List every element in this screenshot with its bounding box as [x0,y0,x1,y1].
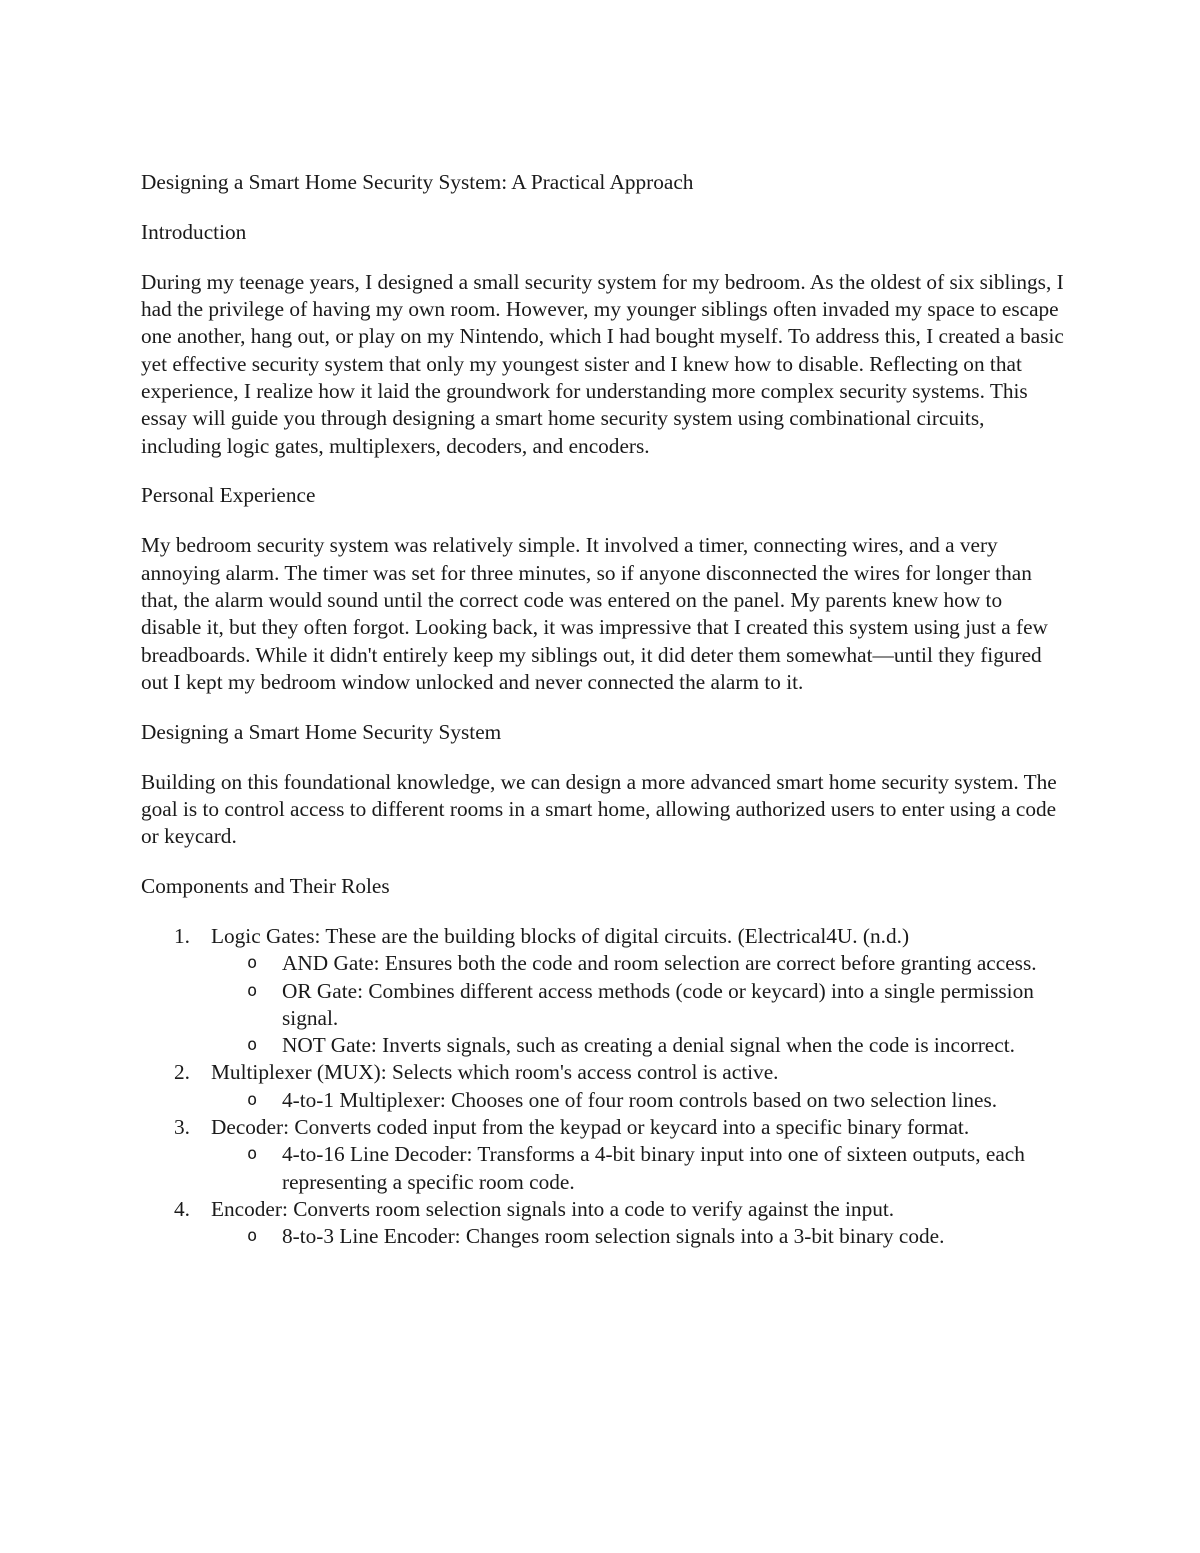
list-item-text: Multiplexer (MUX): Selects which room's access control is active. [211,1060,779,1085]
sub-list-item [211,1141,1066,1196]
hollow-bullet-icon: o [247,1089,258,1110]
list-item [141,1196,1066,1251]
list-item-number: 1. [174,923,190,948]
components-list [141,923,1066,1251]
hollow-bullet-icon: o [247,1226,258,1247]
list-item-text: Decoder: Converts coded input from the keypad or keycard into a specific binary format. [211,1115,970,1140]
sub-list-item [211,1032,1066,1059]
sub-list-item-text: NOT Gate: Inverts signals, such as creating a denial signal when the code is incorrect. [282,1033,1015,1058]
sub-list-item-text: OR Gate: Combines different access methods (code or keycard) into a single permission signal. [282,978,1034,1030]
personal-experience-paragraph: My bedroom security system was relatively simple. It involved a timer, connecting wires, and a very annoying alarm. The timer was set for three minutes, so if anyone disconnected the wires for longer than that, the alarm would sound until the correct code was entered on the panel. My parents knew how to disable it, but they often forgot. Looking back, it was impressive that I created this system using just a few breadboards. While it didn't entirely keep my siblings out, it did deter them somewhat—until they figured out I kept my bedroom window unlocked and never connected the alarm to it. [141,533,1048,694]
sub-list [211,1223,1066,1250]
hollow-bullet-icon: o [247,980,258,1001]
sub-list-item [211,1223,1066,1250]
section-heading-personal-experience: Personal Experience [141,483,316,508]
list-item-number: 2. [174,1060,190,1085]
document-body [141,169,1066,1251]
sub-list-item-text: 8-to-3 Line Encoder: Changes room selection signals into a 3-bit binary code. [282,1224,945,1249]
section-heading-introduction: Introduction [141,219,247,244]
sub-list-item-text: 4-to-1 Multiplexer: Chooses one of four room controls based on two selection lines. [282,1087,998,1112]
sub-list [211,1087,1066,1114]
introduction-paragraph: During my teenage years, I designed a small security system for my bedroom. As the oldest of six siblings, I had the privilege of having my own room. However, my younger siblings often invaded my space to escape one another, hang out, or play on my Nintendo, which I had bought myself. To address this, I created a basic yet effective security system that only my youngest sister and I knew how to disable. Reflecting on that experience, I realize how it laid the groundwork for understanding more complex security systems. This essay will guide you through designing a smart home security system using combinational circuits, including logic gates, multiplexers, decoders, and encoders. [141,269,1064,458]
document-title: Designing a Smart Home Security System: A Practical Approach [141,170,694,194]
list-item-text: Logic Gates: These are the building blocks of digital circuits. (Electrical4U. (n.d.) [211,923,910,948]
list-item-number: 3. [174,1115,190,1140]
sub-list [211,950,1066,1059]
hollow-bullet-icon: o [247,1144,258,1165]
list-item-text: Encoder: Converts room selection signals into a code to verify against the input. [211,1196,895,1221]
section-heading-components: Components and Their Roles [141,874,390,899]
list-item-number: 4. [174,1196,190,1221]
sub-list-item [211,1087,1066,1114]
hollow-bullet-icon: o [247,953,258,974]
sub-list-item-text: AND Gate: Ensures both the code and room selection are correct before granting access. [282,951,1037,976]
section-heading-designing: Designing a Smart Home Security System [141,719,502,744]
list-item [141,1059,1066,1114]
hollow-bullet-icon: o [247,1035,258,1056]
sub-list-item-text: 4-to-16 Line Decoder: Transforms a 4-bit binary input into one of sixteen outputs, each representing a specific room code. [282,1142,1025,1194]
designing-paragraph: Building on this foundational knowledge, we can design a more advanced smart home security system. The goal is to control access to different rooms in a smart home, allowing authorized users to enter using a code or keycard. [141,769,1057,849]
list-item [141,1114,1066,1196]
sub-list-item [211,978,1066,1033]
sub-list-item [211,950,1066,977]
list-item [141,923,1066,1059]
sub-list [211,1141,1066,1196]
